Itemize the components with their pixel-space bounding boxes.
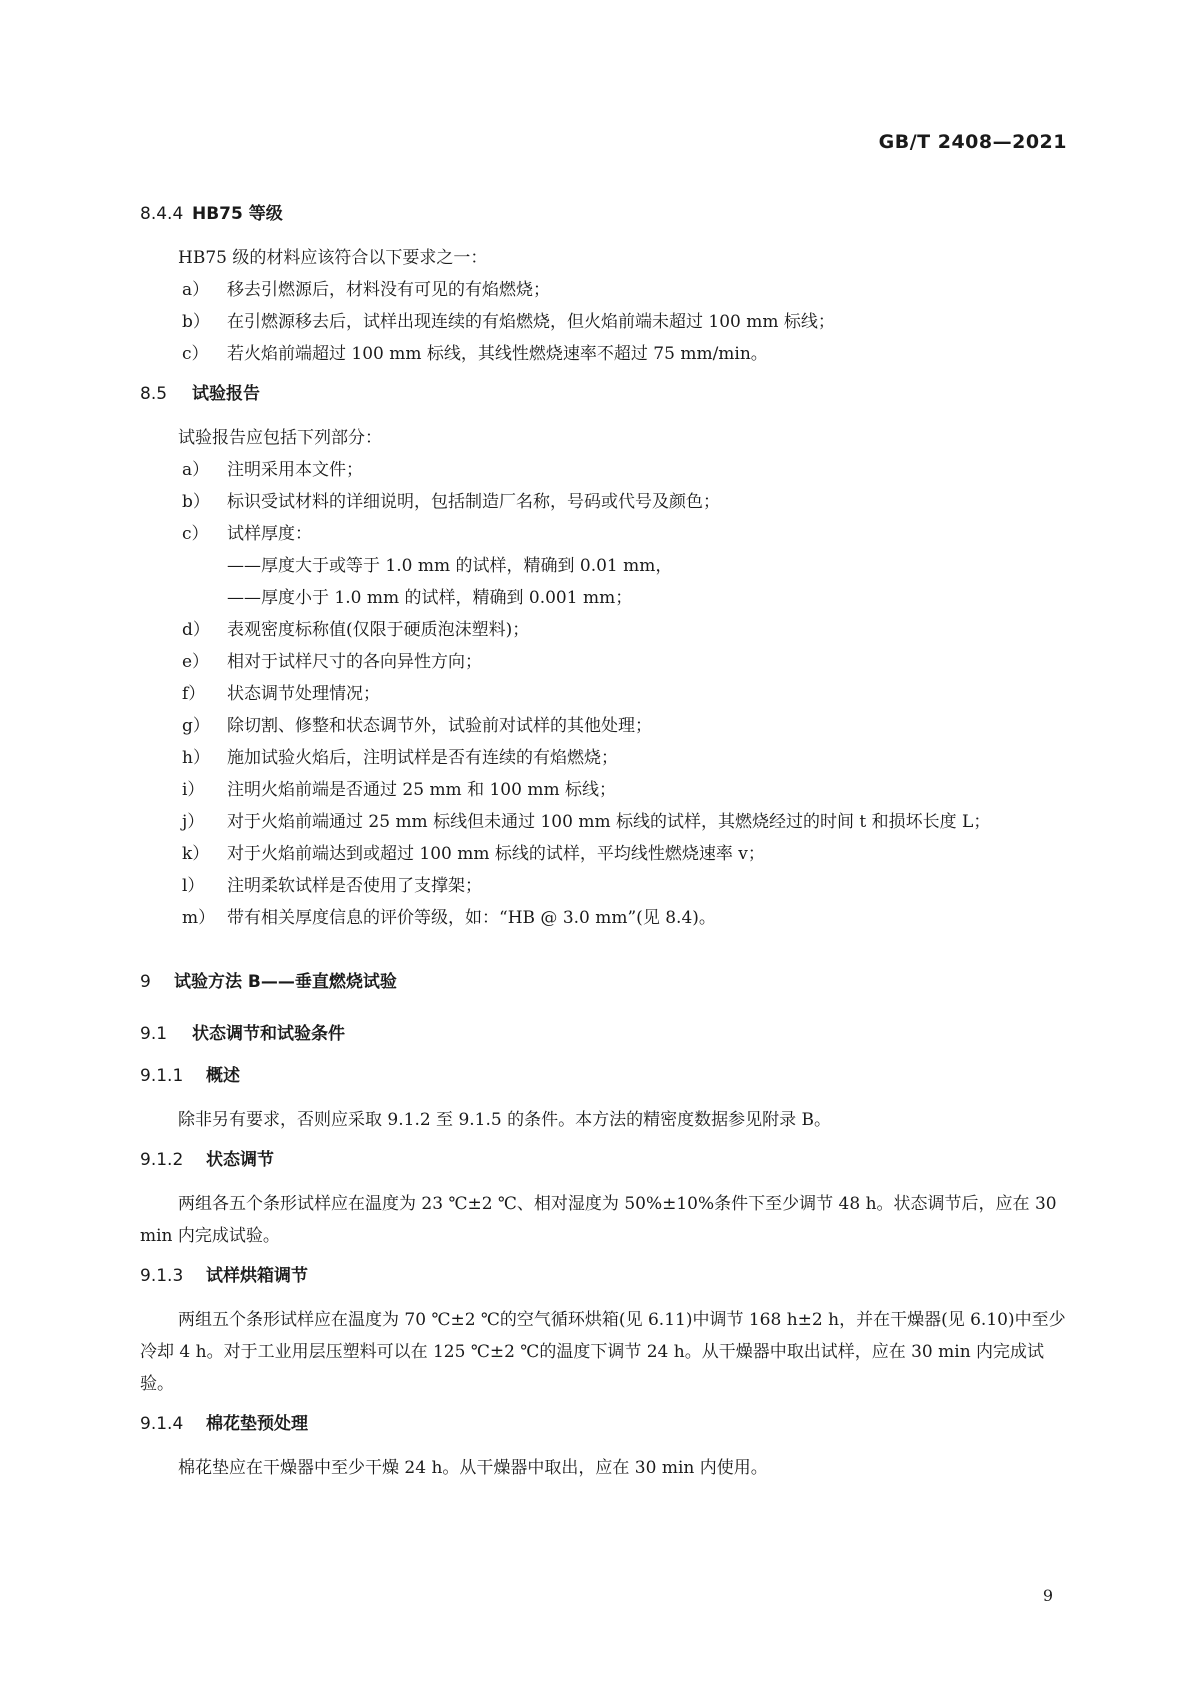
paragraph: 除非另有要求，否则应采取 9.1.2 至 9.1.5 的条件。本方法的精密度数据参见附录 B。	[178, 1110, 832, 1130]
list-label: l）	[182, 876, 205, 896]
section-heading-9-1-4	[140, 1410, 1070, 1438]
list-item	[140, 338, 1070, 370]
paragraph: 棉花垫应在干燥器中至少干燥 24 h。从干燥器中取出，应在 30 min 内使用。	[178, 1458, 768, 1478]
list-text: 注明柔软试样是否使用了支撑架；	[227, 876, 482, 896]
paragraph: 两组各五个条形试样应在温度为 23 ℃±2 ℃、相对湿度为 50%±10%条件下至少调节 48 h。状态调节后，应在 30 min 内完成试验。	[140, 1194, 1057, 1246]
list-text: 试样厚度：	[227, 524, 312, 544]
list-item	[140, 902, 1070, 934]
list-label: f）	[182, 684, 206, 704]
list-label: k）	[182, 844, 210, 864]
report-items-list-cont	[140, 614, 1070, 934]
dash-item: ——厚度大于或等于 1.0 mm 的试样，精确到 0.01 mm，	[227, 556, 673, 576]
list-text: 表观密度标称值(仅限于硬质泡沫塑料)；	[227, 620, 530, 640]
list-label: g）	[182, 716, 210, 736]
document-body	[140, 200, 1070, 1484]
section-number: 8.5	[140, 384, 168, 404]
list-text: 注明火焰前端是否通过 25 mm 和 100 mm 标线；	[227, 780, 616, 800]
list-label: h）	[182, 748, 210, 768]
list-item	[140, 306, 1070, 338]
section-heading-9-1-2	[140, 1146, 1070, 1174]
list-label: a）	[182, 280, 210, 300]
list-item	[140, 870, 1070, 902]
section-heading-9-1-3	[140, 1262, 1070, 1290]
list-item	[140, 614, 1070, 646]
report-items-list	[140, 454, 1070, 550]
list-text: 相对于试样尺寸的各向异性方向；	[227, 652, 482, 672]
list-text: 施加试验火焰后，注明试样是否有连续的有焰燃烧；	[227, 748, 618, 768]
section-title: 状态调节	[206, 1150, 274, 1170]
list-item	[140, 742, 1070, 774]
section-number: 9.1	[140, 1024, 168, 1044]
list-item	[140, 774, 1070, 806]
list-label: m）	[182, 908, 216, 928]
list-item	[140, 806, 1070, 838]
chapter-heading-9	[140, 968, 1070, 996]
list-text: 对于火焰前端通过 25 mm 标线但未通过 100 mm 标线的试样，其燃烧经过的时间 t 和损坏长度 L；	[227, 812, 991, 832]
page-number: 9	[1042, 1586, 1053, 1605]
standard-code: GB/T 2408—2021	[878, 131, 1067, 153]
section-title: 棉花垫预处理	[206, 1414, 308, 1434]
section-title: 状态调节和试验条件	[192, 1024, 345, 1044]
list-item	[140, 274, 1070, 306]
section-number: 9.1.2	[140, 1150, 184, 1170]
list-item	[140, 710, 1070, 742]
list-label: a）	[182, 460, 210, 480]
section-heading-8-5	[140, 380, 1070, 408]
list-label: c）	[182, 344, 209, 364]
list-label: b）	[182, 312, 210, 332]
list-label: e）	[182, 652, 210, 672]
section-number: 9.1.3	[140, 1266, 184, 1286]
section-title: 试验报告	[192, 384, 260, 404]
list-item	[140, 646, 1070, 678]
list-text: 若火焰前端超过 100 mm 标线，其线性燃烧速率不超过 75 mm/min。	[227, 344, 768, 364]
list-text: 标识受试材料的详细说明，包括制造厂名称，号码或代号及颜色；	[227, 492, 720, 512]
section-heading-9-1	[140, 1020, 1070, 1048]
section-number: 8.4.4	[140, 204, 184, 224]
list-text: 移去引燃源后，材料没有可见的有焰燃烧；	[227, 280, 550, 300]
list-label: d）	[182, 620, 210, 640]
requirement-list	[140, 274, 1070, 370]
list-text: 对于火焰前端达到或超过 100 mm 标线的试样，平均线性燃烧速率 v；	[227, 844, 765, 864]
list-item	[140, 454, 1070, 486]
paragraph: 试验报告应包括下列部分：	[178, 428, 382, 448]
section-number: 9.1.4	[140, 1414, 184, 1434]
chapter-title: 试验方法 B——垂直燃烧试验	[174, 972, 397, 992]
list-label: c）	[182, 524, 209, 544]
paragraph: HB75 级的材料应该符合以下要求之一：	[178, 248, 488, 268]
section-number: 9.1.1	[140, 1066, 184, 1086]
list-label: j）	[182, 812, 205, 832]
dash-item: ——厚度小于 1.0 mm 的试样，精确到 0.001 mm；	[227, 588, 633, 608]
list-text: 除切割、修整和状态调节外，试验前对试样的其他处理；	[227, 716, 652, 736]
paragraph: 两组五个条形试样应在温度为 70 ℃±2 ℃的空气循环烘箱(见 6.11)中调节 168 h±2 h，并在干燥器(见 6.10)中至少冷却 4 h。对于工业用层压塑料可以在 125 ℃±2 ℃的温度下调节 24 h。从干燥器中取出试样，应在 30 min 内完成试验。	[140, 1310, 1066, 1394]
list-item	[140, 838, 1070, 870]
section-title: HB75 等级	[192, 204, 283, 224]
list-item	[140, 518, 1070, 550]
list-label: b）	[182, 492, 210, 512]
section-heading-9-1-1	[140, 1062, 1070, 1090]
list-text: 在引燃源移去后，试样出现连续的有焰燃烧，但火焰前端未超过 100 mm 标线；	[227, 312, 835, 332]
list-text: 状态调节处理情况；	[227, 684, 380, 704]
list-item	[140, 678, 1070, 710]
list-label: i）	[182, 780, 205, 800]
list-text: 注明采用本文件；	[227, 460, 363, 480]
chapter-number: 9	[140, 972, 151, 992]
list-item	[140, 486, 1070, 518]
section-title: 试样烘箱调节	[206, 1266, 308, 1286]
list-text: 带有相关厚度信息的评价等级，如：“HB @ 3.0 mm”(见 8.4)。	[227, 908, 716, 928]
section-heading-8-4-4	[140, 200, 1070, 228]
section-title: 概述	[206, 1066, 240, 1086]
